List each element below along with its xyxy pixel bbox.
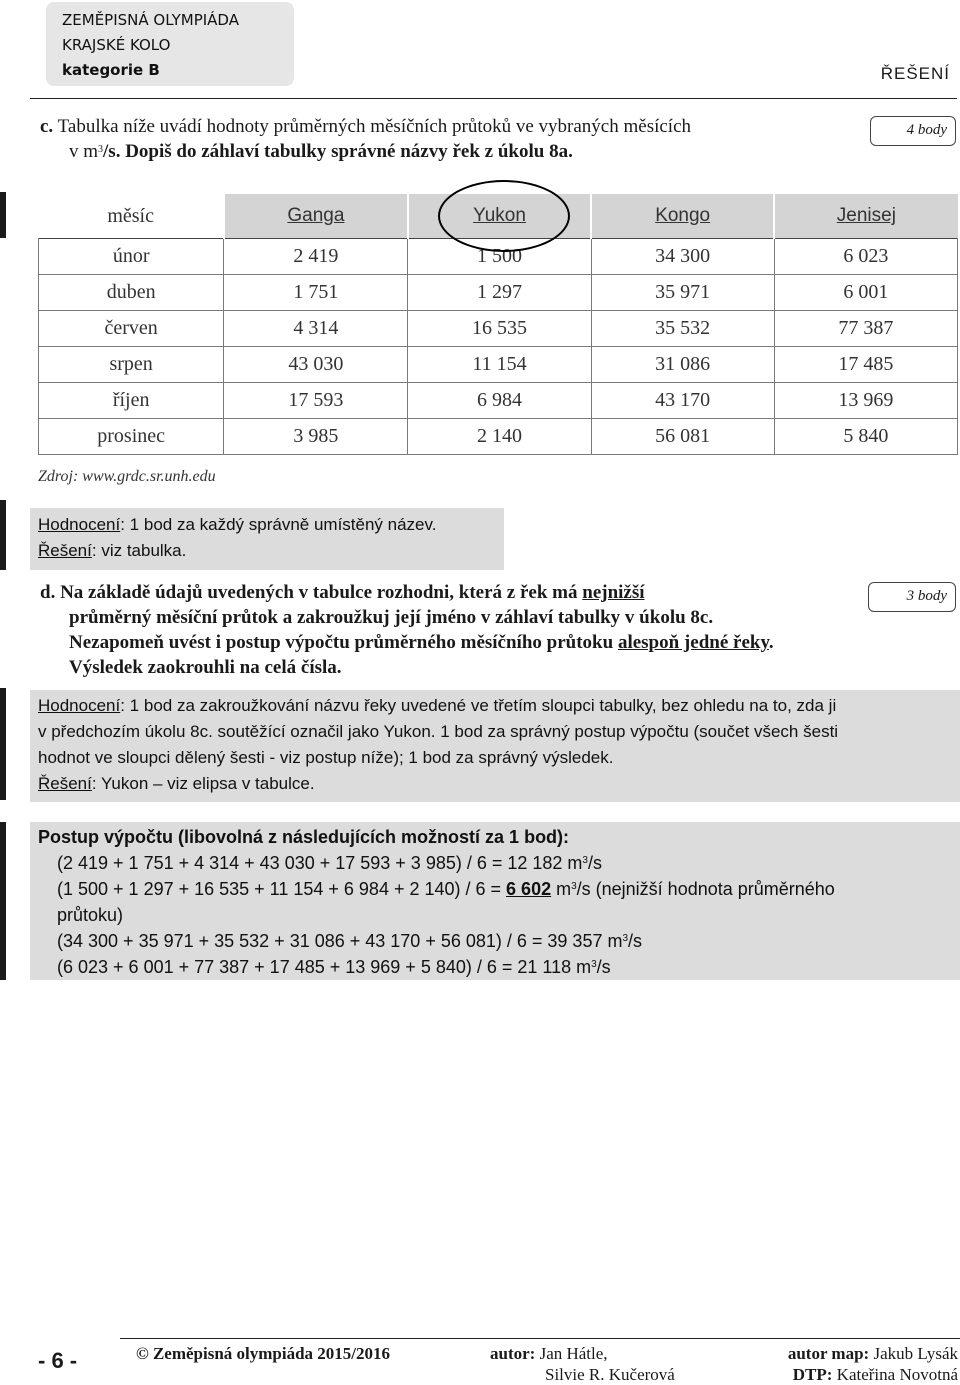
value-cell: 1 751 [224,275,408,311]
value-cell: 56 081 [591,419,774,455]
eval-c-text1: : 1 bod za každý správně umístěný název. [120,515,437,534]
eval-d-line2: v předchozím úkolu 8c. soutěžící označil jako Yukon. 1 bod za správný postup výpočtu (součet všech šesti [38,722,839,741]
value-cell: 2 140 [408,419,591,455]
task-d-line1a: Na základě údajů uvedených v tabulce rozhodni, která z řek má [60,582,583,603]
formula-text: (6 023 + 6 001 + 77 387 + 17 485 + 13 969 + 5 840) / 6 = 21 118 m [57,957,592,977]
margin-bar [0,192,6,238]
value-cell: 77 387 [774,311,957,347]
formula-unit: /s [587,853,602,873]
author-label: autor: [490,1344,536,1363]
river-header-1: Ganga [224,194,408,239]
table-row [39,311,958,347]
eval-d-line4: : Yukon – viz elipsa v tabulce. [91,774,315,793]
formula-note: /s (nejnižší hodnota průměrného [576,879,835,899]
author-name: Jan Hátle, [535,1344,608,1363]
result-value: 6 602 [506,879,552,899]
eval-label: Hodnocení [38,696,121,715]
value-cell: 11 154 [408,347,591,383]
task-c-line1: Tabulka níže uvádí hodnoty průměrných měsíčních průtoků ve vybraných měsících [57,116,692,137]
formula-unit: m [551,879,572,899]
unit-sup: 3 [591,959,597,970]
formula-jenisej [38,954,960,980]
footer-divider [120,1338,960,1339]
evaluation-d [30,690,960,802]
value-cell: 3 985 [224,419,408,455]
value-cell: 16 535 [408,311,591,347]
eval-label: Hodnocení [38,515,121,534]
task-d-line3u: alespoň jedné řeky [617,632,769,653]
task-c-letter: c. [40,116,54,137]
solution-label: Řešení [38,541,92,560]
task-d-line1u: nejnižší [582,582,645,603]
river-header-4: Jenisej [774,194,957,239]
task-d-line3a: Nezapomeň uvést i postup výpočtu průměrného měsíčního průtoku [69,632,618,653]
value-cell: 43 030 [224,347,408,383]
river-header-3: Kongo [591,194,774,239]
footer-dtp [793,1365,958,1385]
value-cell: 1 500 [408,239,591,275]
footer-author2: Silvie R. Kučerová [545,1365,675,1384]
formula-text: (2 419 + 1 751 + 4 314 + 43 030 + 17 593 + 3 985) / 6 = 12 182 m [57,853,583,873]
month-cell: prosinec [39,419,224,455]
header-divider [30,98,957,99]
header-line-2: KRAJSKÉ KOLO [62,36,171,54]
value-cell: 35 971 [591,275,774,311]
value-cell: 1 297 [408,275,591,311]
dtp-label: DTP: [792,1365,833,1384]
page-footer [0,1330,960,1383]
month-cell: červen [39,311,224,347]
task-d-line4: Výsledek zaokrouhli na celá čísla. [69,657,342,678]
value-cell: 43 170 [591,383,774,419]
margin-bar [0,688,6,800]
margin-bar [0,822,6,980]
eval-d-line3: hodnot ve sloupci dělený šesti - viz postup níže); 1 bod za správný výsledek. [38,748,614,767]
month-header: měsíc [107,204,154,227]
table-row [39,239,958,275]
table-row [39,383,958,419]
maps-author: Jakub Lysák [869,1344,958,1363]
task-d-text [40,580,940,680]
month-cell: únor [39,239,224,275]
value-cell: 13 969 [774,383,957,419]
competition-header [46,2,294,86]
unit-sup: 3 [582,855,588,866]
value-cell: 6 984 [408,383,591,419]
footer-authors [490,1344,608,1364]
value-cell: 5 840 [774,419,957,455]
calculation-procedure [30,822,960,980]
table-row [39,275,958,311]
task-c-line2a: v m [69,141,99,162]
dtp-author: Kateřina Novotná [832,1365,958,1384]
value-cell: 35 532 [591,311,774,347]
maps-label: autor map: [787,1344,870,1363]
table-source: Zdroj: www.grdc.sr.unh.edu [38,468,216,485]
task-c-points: 4 body [870,116,956,146]
unit-sup: 3 [622,933,629,944]
value-cell: 2 419 [224,239,408,275]
header-line-3: kategorie B [62,61,160,79]
footer-copyright: © Zeměpisná olympiáda 2015/2016 [136,1344,391,1363]
margin-bar [0,500,6,570]
formula-unit: /s [628,931,643,951]
task-c-line2b: /s. Dopiš do záhlaví tabulky správné názvy řek z úkolu 8a. [103,141,573,162]
formula-ganga [38,850,960,876]
section-label: ŘEŠENÍ [880,64,950,83]
task-d-line2: průměrný měsíční průtok a zakroužkuj její jméno v záhlaví tabulky v úkolu 8c. [69,607,714,628]
unit-sup: 3 [571,881,577,892]
value-cell: 6 001 [774,275,957,311]
evaluation-c [30,508,504,570]
month-cell: srpen [39,347,224,383]
formula-note-cont: průtoku) [57,905,124,925]
value-cell: 4 314 [224,311,408,347]
value-cell: 6 023 [774,239,957,275]
eval-d-line1: : 1 bod za zakroužkování názvu řeky uvedené ve třetím sloupci tabulky, bez ohledu na to, zda ji [120,696,837,715]
month-cell: říjen [39,383,224,419]
task-c-text [40,114,820,164]
task-c-sup: 3 [98,144,104,155]
formula-unit: /s [596,957,611,977]
value-cell: 17 485 [774,347,957,383]
river-flow-table [38,194,958,455]
formula-kongo [38,928,960,954]
value-cell: 31 086 [591,347,774,383]
task-d-letter: d. [40,582,56,603]
table-row [39,419,958,455]
river-header-2: Yukon [408,194,591,239]
formula-yukon [38,876,960,902]
task-d-line3b: . [768,632,774,653]
page-number: - 6 - [38,1348,78,1373]
formula-text: (34 300 + 35 971 + 35 532 + 31 086 + 43 170 + 56 081) / 6 = 39 357 m [57,931,623,951]
footer-maps [788,1344,958,1364]
header-line-1: ZEMĚPISNÁ OLYMPIÁDA [62,11,239,29]
table-row [39,347,958,383]
eval-c-text2: : viz tabulka. [91,541,187,560]
task-d-points: 3 body [868,582,956,612]
month-cell: duben [39,275,224,311]
procedure-title: Postup výpočtu (libovolná z následujících možností za 1 bod): [38,827,570,847]
solution-label: Řešení [38,774,92,793]
value-cell: 34 300 [591,239,774,275]
formula-text: (1 500 + 1 297 + 16 535 + 11 154 + 6 984 + 2 140) / 6 = [57,879,507,899]
value-cell: 17 593 [224,383,408,419]
